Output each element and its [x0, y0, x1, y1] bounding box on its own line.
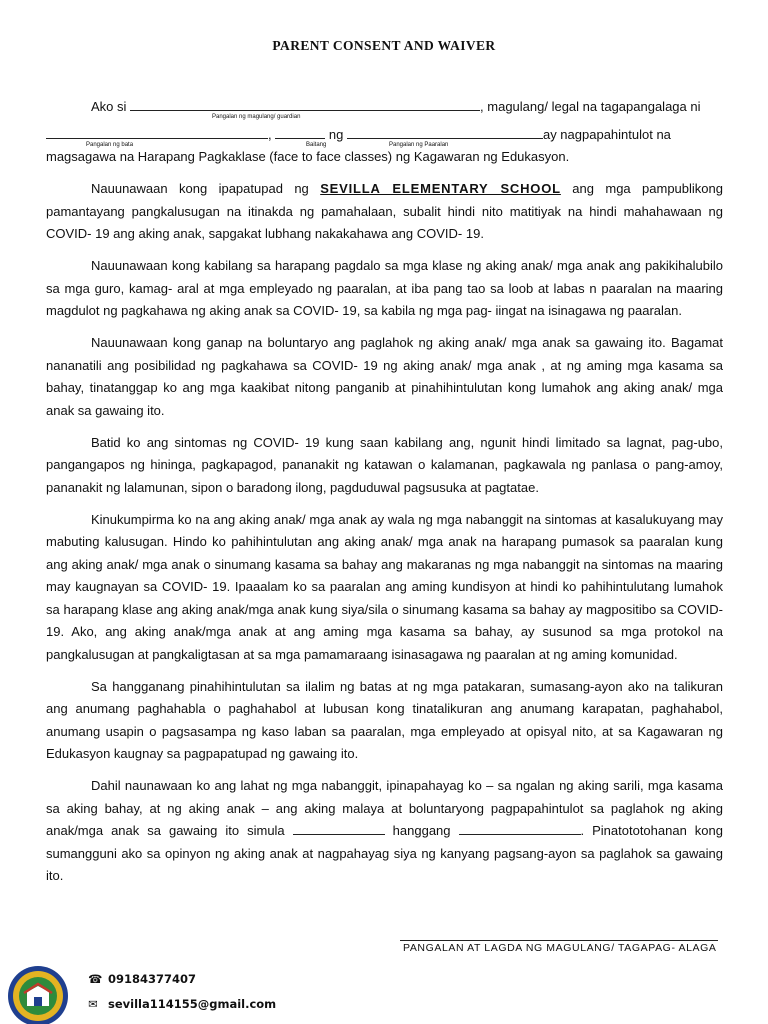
phone-icon: ☎	[88, 972, 103, 986]
email-address: sevilla114155@gmail.com	[108, 997, 277, 1011]
paragraph-2: Nauunawaan kong kabilang sa harapang pagdalo sa mga klase ng aking anak/ mga anak ang pakikihalubilo sa mga guro, kamag- aral at mga empleyado ng paaralan, at iba pang tao sa loob at labas n paaralan na maaring magdulot ng pagkahawa ng aking anak sa COVID- 19, sa kabila ng mga pag- iingat na isinagawa ng paaralan.	[46, 258, 723, 318]
form-line-3: magsagawa na Harapang Pagkaklase (face to face classes) ng Kagawaran ng Edukasyon.	[46, 149, 570, 164]
consent-body	[46, 96, 723, 897]
start-date-blank[interactable]	[293, 821, 385, 835]
signature-label: PANGALAN AT LAGDA NG MAGULANG/ TAGAPAG- ALAGA	[403, 942, 717, 954]
school-name: SEVILLA ELEMENTARY SCHOOL	[320, 181, 561, 196]
ng-label: ng	[328, 127, 344, 142]
school-name-caption: Pangalan ng Paaralan	[389, 142, 449, 148]
phone-number: 09184377407	[108, 972, 197, 986]
guardian-name-caption: Pangalan ng magulang/ guardian	[212, 114, 301, 120]
child-name-caption: Pangalan ng bata	[86, 142, 134, 148]
paragraph-5: Kinukumpirma ko na ang aking anak/ mga anak ay wala ng mga nabanggit na sintomas at kasalukuyang may mabuting kalusugan. Hindo ko pahihintulutan ang aking anak/ mga anak na harapang pumasok sa paaralan kung ang aking anak/ mga anak o sinumang kasama sa bahay ang makaranas ng mga nabanggit na sintomas na maaring may kaugnayan sa COVID- 19. Ipaaalam ko sa paaralan ang aming kundisyon at hindi ko pahihintulutang lumahok sa harapang klase ang aking anak/mga anak kung siya/sila o sinumang kasama sa bahay ay magpositibo sa COVID-19. Ako, ang aking anak/mga anak at ang aming mga kasama sa bahay, ay susunod sa mga protokol na pangkalusugan at pangkaligtasan at sa mga pamamaraang isinasagawa ng paaralan at ng aming komunidad.	[46, 511, 723, 662]
p7-a: Dahil naunawaan ko ang lahat ng mga nabanggit, ipinapahayag ko – sa ngalan ng aking sarili, mga kasama sa aking bahay, at ng aking anak – ang aking malaya at boluntaryong pagpapahintulot sa paglahok ng aking anak/mga anak sa gawaing ito simula	[46, 778, 723, 838]
signature-line[interactable]	[400, 940, 718, 941]
grade-blank[interactable]	[275, 125, 325, 139]
paragraph-7	[46, 775, 723, 888]
magulang-label: , magulang/ legal na tagapangalaga ni	[480, 99, 701, 114]
form-line-1	[46, 96, 723, 118]
p7-b: hanggang	[392, 823, 451, 838]
grade-caption: Baitang	[306, 142, 327, 148]
paragraph-1	[46, 178, 723, 246]
document-title: PARENT CONSENT AND WAIVER	[272, 38, 496, 53]
paragraph-4: Batid ko ang sintomas ng COVID- 19 kung saan kabilang ang, ngunit hindi limitado sa lagnat, pag-ubo, pangangapos ng hininga, pagkapagod, pananakit ng katawan o kalamanan, pagkawala ng panlasa o pang-amoy, pananakit ng lalamunan, sipon o baradong ilong, pagduduwal pagsusuka at pagtatae.	[46, 434, 723, 495]
paragraph-3: Nauunawaan kong ganap na boluntaryo ang paglahok ng aking anak/ mga anak sa gawaing ito. Bagamat nananatili ang posibilidad ng pagkahawa sa COVID- 19 ng aking anak/ mga anak , at ng aming mga kasama sa bahay, tinatanggap ko ang mga kaakibat nitong panganib at pinahihintulutan kong lumahok ang aking anak/ mga anak sa gawaing ito.	[46, 335, 723, 418]
paragraph-6: Sa hangganang pinahihintulutan sa ilalim ng batas at ng mga patakaran, sumasang-ayon ako na talikuran ang anumang paghahabla o paghahabol at lubusan kong tinatalikuran ang anumang karapatan, paghahabol, anumang usapin o pagsasampa ng kaso laban sa paaralan, mga empleyado at opisyal nito, at sa Kagawaran ng Edukasyon kaugnay sa pagpapatupad ng gawaing ito.	[46, 678, 723, 761]
p1-post: ang mga pampublikong pamantayang pangkalusugan na itinakda ng pamahalaan, subalit hindi nito matitiyak na hindi mahahawaan ng COVID- 19 ang aking anak, sapgakat lubhang nakakahawa ang COVID- 19.	[46, 181, 723, 241]
form-line-2	[46, 124, 723, 146]
ako-si-label: Ako si	[91, 99, 127, 114]
child-name-blank[interactable]	[46, 125, 268, 139]
comma-label: ,	[268, 127, 272, 142]
end-date-blank[interactable]	[459, 821, 581, 835]
p1-pre: Nauunawaan kong ipapatupad ng	[91, 181, 309, 196]
email-icon: ✉	[88, 997, 98, 1011]
school-seal-icon	[0, 962, 74, 1024]
nagpapahintulot-label: ay nagpapahintulot na	[542, 127, 671, 142]
guardian-name-blank[interactable]	[130, 97, 480, 111]
p7-c: . Pinatototohanan kong sumangguni ako sa opinyon ng aking anak at nagpahayag siya ng kanyang pagsang-ayon sa paglahok sa gawaing ito.	[46, 823, 723, 883]
contact-email	[88, 997, 276, 1011]
school-name-blank[interactable]	[347, 125, 543, 139]
contact-phone	[88, 972, 196, 986]
